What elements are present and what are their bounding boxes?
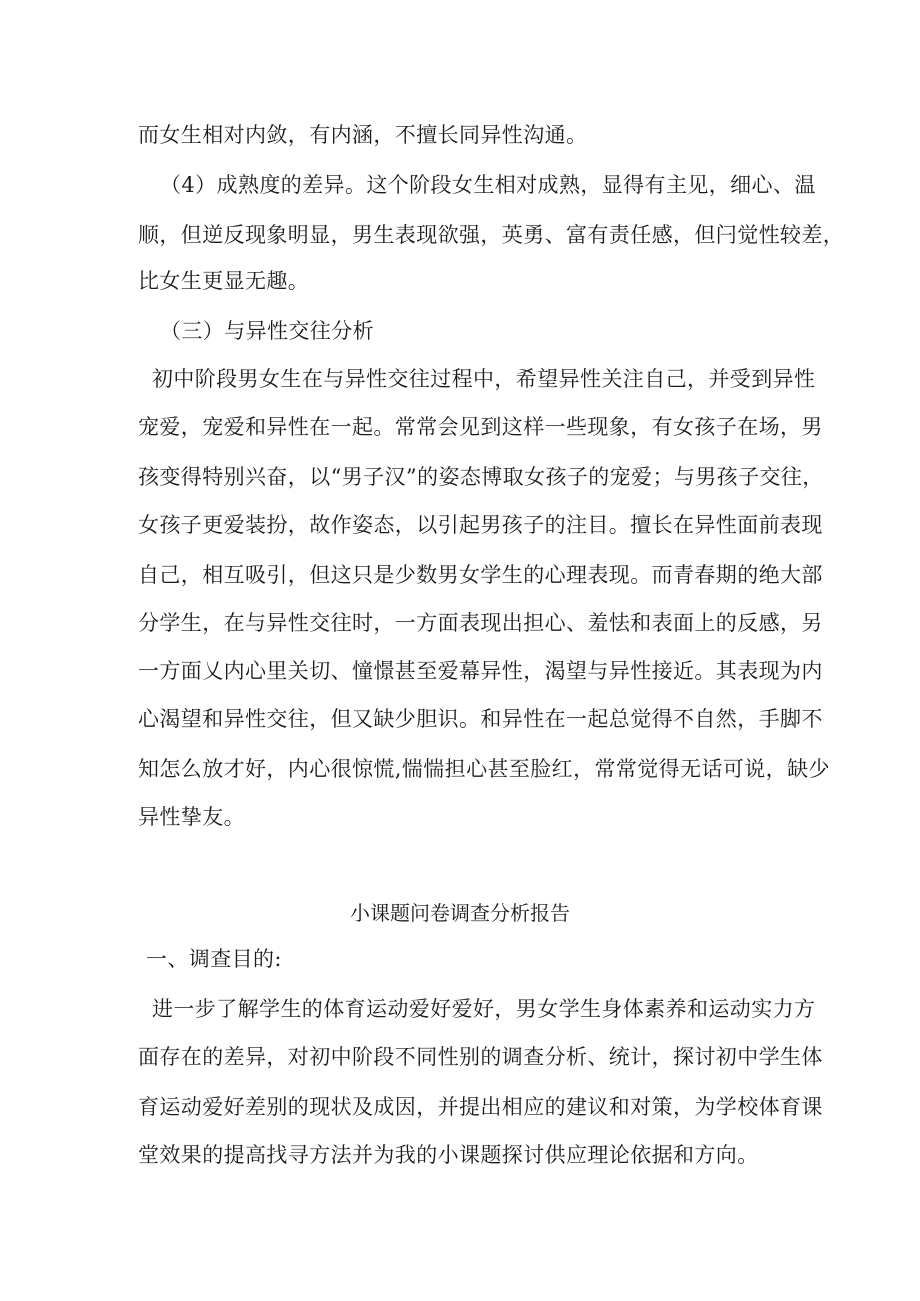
paragraph-line: 自己，相互吸引，但这只是少数男女学生的心理表现。而青春期的绝大部 <box>138 563 823 587</box>
report-title: 小课题问卷调查分析报告 <box>350 901 570 925</box>
paragraph-line: 异性挚友。 <box>138 805 245 829</box>
paragraph-line: 初中阶段男女生在与异性交往过程中，希望异性关注自己，并受到异性 <box>152 367 816 391</box>
paragraph-line: 女孩子更爱装扮，故作姿态，以引起男孩子的注目。擅长在异性面前表现 <box>138 513 823 537</box>
paragraph-line: 分学生，在与异性交往时，一方面表现出担心、羞怯和表面上的反感，另 <box>138 611 823 635</box>
paragraph-line: （4）成熟度的差异。这个阶段女生相对成熟，显得有主见，细心、温 <box>160 173 816 197</box>
section-heading: （三）与异性交往分析 <box>160 319 374 343</box>
paragraph-line: 面存在的差异，对初中阶段不同性别的调查分析、统计，探讨初中学生体 <box>138 1045 823 1069</box>
paragraph-line: 孩变得特别兴奋，以“男子汉”的姿态博取女孩子的宠爱；与男孩子交往， <box>138 465 824 489</box>
paragraph-line: 知怎么放才好，内心很惊慌,惴惴担心甚至脸红，常常觉得无话可说，缺少 <box>138 757 830 781</box>
paragraph-line: 比女生更显无趣。 <box>138 269 310 293</box>
paragraph-line: 进一步了解学生的体育运动爱好爱好，男女学生身体素养和运动实力方 <box>152 997 816 1021</box>
paragraph-line: 宠爱，宠爱和异性在一起。常常会见到这样一些现象，有女孩子在场，男 <box>138 415 823 439</box>
paragraph-line: 心渴望和异性交往，但又缺少胆识。和异性在一起总觉得不自然，手脚不 <box>138 707 823 731</box>
paragraph-line: 一方面乂内心里关切、憧憬甚至爱幕异性，渴望与异性接近。其表现为内 <box>138 659 823 683</box>
paragraph-line: 堂效果的提高找寻方法并为我的小课题探讨供应理论依据和方向。 <box>138 1143 759 1167</box>
paragraph-line: 育运动爱好差别的现状及成因，并提出相应的建议和对策，为学校体育课 <box>138 1095 823 1119</box>
paragraph-line: 而女生相对内敛，有内涵，不擅长同异性沟通。 <box>138 123 588 147</box>
section-heading: 一、调查目的: <box>146 947 282 971</box>
paragraph-line: 顺，但逆反现象明显，男生表现欲强，英勇、富有责任感，但闩觉性较差， <box>138 223 845 247</box>
